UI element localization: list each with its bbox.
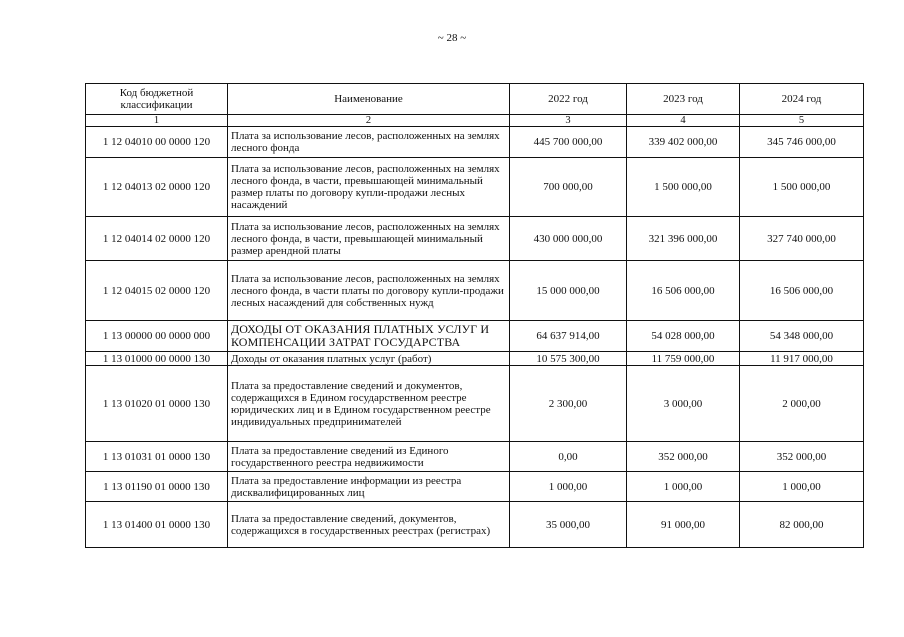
row-value-2023: 3 000,00 <box>627 366 740 442</box>
row-value-2022: 445 700 000,00 <box>510 127 627 158</box>
row-name: Плата за использование лесов, расположенных на землях лесного фонда <box>228 127 510 158</box>
row-name: Доходы от оказания платных услуг (работ) <box>228 352 510 366</box>
row-value-2024: 327 740 000,00 <box>740 217 864 261</box>
table-row <box>86 502 864 548</box>
row-value-2024: 54 348 000,00 <box>740 321 864 352</box>
row-code: 1 13 01031 01 0000 130 <box>86 442 228 472</box>
row-name: Плата за использование лесов, расположенных на землях лесного фонда, в части, превышающей минимальный размер платы по договору купли-продажи лесных насаждений <box>228 158 510 217</box>
table-row <box>86 217 864 261</box>
budget-revenue-table <box>85 83 864 548</box>
page-number: ~ 28 ~ <box>437 32 467 44</box>
column-number-row <box>86 115 864 127</box>
row-code: 1 13 00000 00 0000 000 <box>86 321 228 352</box>
header-2023: 2023 год <box>627 84 740 115</box>
row-value-2022: 64 637 914,00 <box>510 321 627 352</box>
row-name: Плата за использование лесов, расположенных на землях лесного фонда, в части, превышающей минимальный размер арендной платы <box>228 217 510 261</box>
column-number: 2 <box>228 115 510 127</box>
column-number: 3 <box>510 115 627 127</box>
table-row <box>86 127 864 158</box>
row-value-2022: 2 300,00 <box>510 366 627 442</box>
row-code: 1 13 01190 01 0000 130 <box>86 472 228 502</box>
column-number: 5 <box>740 115 864 127</box>
table-row <box>86 352 864 366</box>
header-name: Наименование <box>228 84 510 115</box>
row-value-2024: 82 000,00 <box>740 502 864 548</box>
row-value-2022: 430 000 000,00 <box>510 217 627 261</box>
row-value-2023: 321 396 000,00 <box>627 217 740 261</box>
header-2024: 2024 год <box>740 84 864 115</box>
row-name: Плата за предоставление сведений, документов, содержащихся в государственных реестрах (регистрах) <box>228 502 510 548</box>
row-value-2023: 11 759 000,00 <box>627 352 740 366</box>
row-value-2023: 339 402 000,00 <box>627 127 740 158</box>
table-row <box>86 261 864 321</box>
row-code: 1 12 04014 02 0000 120 <box>86 217 228 261</box>
row-code: 1 12 04015 02 0000 120 <box>86 261 228 321</box>
row-name: Плата за предоставление информации из реестра дисквалифицированных лиц <box>228 472 510 502</box>
row-code: 1 12 04013 02 0000 120 <box>86 158 228 217</box>
table-header-row <box>86 84 864 115</box>
row-value-2022: 700 000,00 <box>510 158 627 217</box>
column-number: 4 <box>627 115 740 127</box>
table-row <box>86 442 864 472</box>
row-code: 1 13 01000 00 0000 130 <box>86 352 228 366</box>
row-name: Плата за предоставление сведений и документов, содержащихся в Едином государственном реестре юридических лиц и в Едином государственном реестре индивидуальных предпринимателей <box>228 366 510 442</box>
row-value-2022: 10 575 300,00 <box>510 352 627 366</box>
row-value-2023: 91 000,00 <box>627 502 740 548</box>
row-value-2024: 345 746 000,00 <box>740 127 864 158</box>
table-row <box>86 366 864 442</box>
row-value-2024: 352 000,00 <box>740 442 864 472</box>
row-value-2022: 0,00 <box>510 442 627 472</box>
row-value-2023: 1 000,00 <box>627 472 740 502</box>
row-name: ДОХОДЫ ОТ ОКАЗАНИЯ ПЛАТНЫХ УСЛУГ И КОМПЕНСАЦИИ ЗАТРАТ ГОСУДАРСТВА <box>228 321 510 352</box>
row-value-2024: 16 506 000,00 <box>740 261 864 321</box>
row-value-2022: 1 000,00 <box>510 472 627 502</box>
table-row <box>86 158 864 217</box>
row-code: 1 13 01400 01 0000 130 <box>86 502 228 548</box>
header-code: Код бюджетной классификации <box>86 84 228 115</box>
row-name: Плата за использование лесов, расположенных на землях лесного фонда, в части платы по договору купли-продажи лесных насаждений для собственных нужд <box>228 261 510 321</box>
row-value-2023: 54 028 000,00 <box>627 321 740 352</box>
row-value-2023: 16 506 000,00 <box>627 261 740 321</box>
row-code: 1 13 01020 01 0000 130 <box>86 366 228 442</box>
row-code: 1 12 04010 00 0000 120 <box>86 127 228 158</box>
row-value-2023: 352 000,00 <box>627 442 740 472</box>
column-number: 1 <box>86 115 228 127</box>
table-row <box>86 321 864 352</box>
row-value-2022: 35 000,00 <box>510 502 627 548</box>
row-value-2024: 1 500 000,00 <box>740 158 864 217</box>
row-value-2024: 11 917 000,00 <box>740 352 864 366</box>
row-value-2023: 1 500 000,00 <box>627 158 740 217</box>
header-2022: 2022 год <box>510 84 627 115</box>
row-value-2022: 15 000 000,00 <box>510 261 627 321</box>
table-row <box>86 472 864 502</box>
row-name: Плата за предоставление сведений из Единого государственного реестра недвижимости <box>228 442 510 472</box>
row-value-2024: 2 000,00 <box>740 366 864 442</box>
row-value-2024: 1 000,00 <box>740 472 864 502</box>
